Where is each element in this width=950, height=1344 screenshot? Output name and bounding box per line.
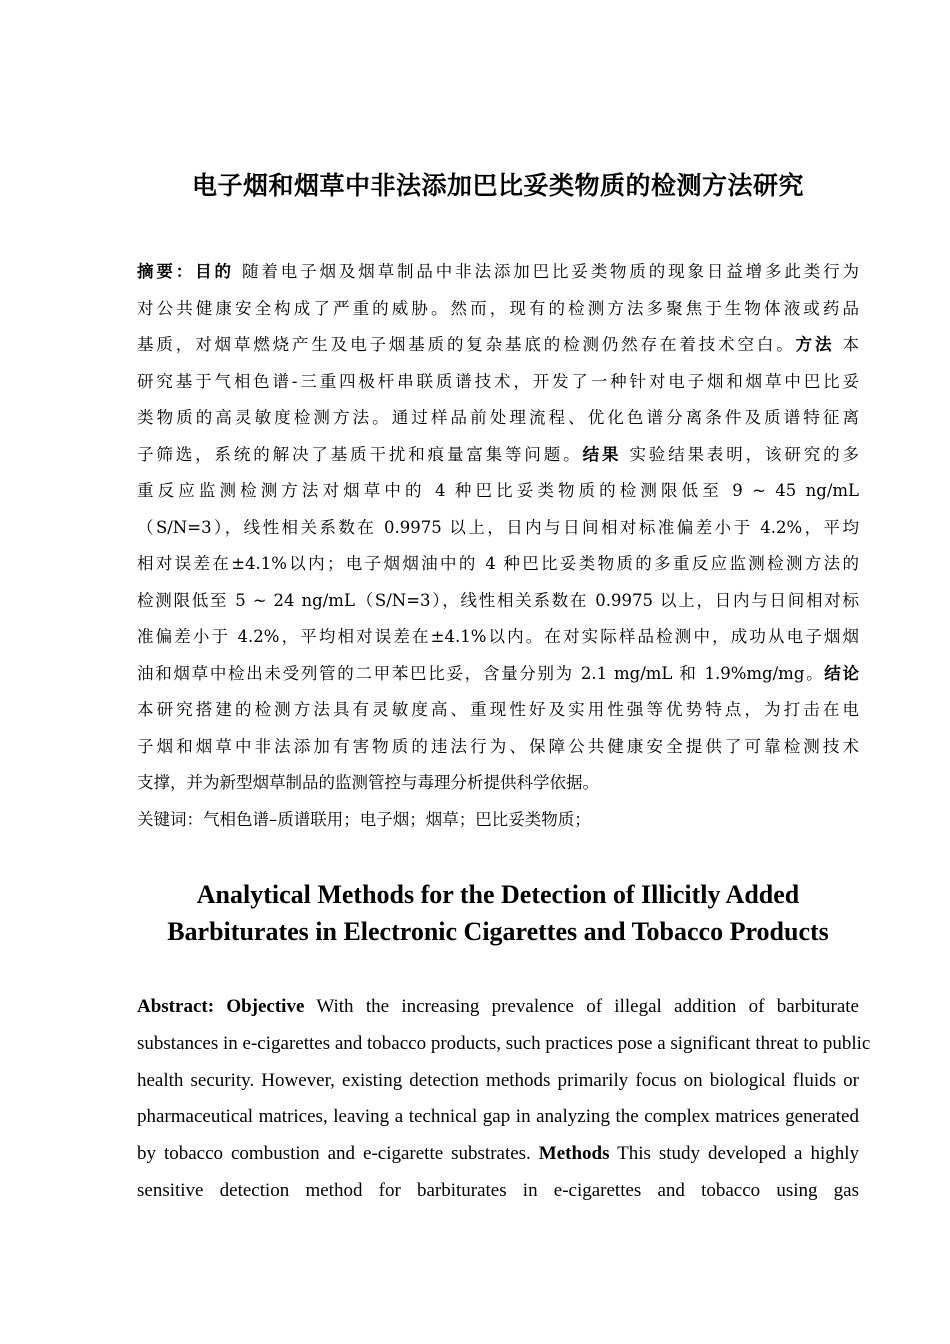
methods-en-label: Methods xyxy=(538,1143,610,1164)
abstract-cn-line-8: （S/N=3），线性相关系数在 0.9975 以上，日内与日间相对标准偏差小于 4.2%，平均 xyxy=(137,518,859,537)
abstract-cn-line-7: 重反应监测检测方法对烟草中的 4 种巴比妥类物质的检测限低至 9 ~ 45 ng/mL xyxy=(137,481,859,500)
abstract-cn-line-4: 研究基于气相色谱-三重四极杆串联质谱技术，开发了一种针对电子烟和烟草中巴比妥 xyxy=(137,372,859,391)
abstract-en-line-5: by tobacco combustion and e-cigarette substrates. Methods This study developed a highly xyxy=(137,1143,859,1164)
abstract-cn-line-10: 检测限低至 5 ~ 24 ng/mL（S/N=3），线性相关系数在 0.9975 以上，日内与日间相对标 xyxy=(137,591,859,610)
abstract-cn-line-11: 准偏差小于 4.2%，平均相对误差在±4.1%以内。在对实际样品检测中，成功从电子烟烟 xyxy=(137,627,859,646)
abstract-cn-line-5: 类物质的高灵敏度检测方法。通过样品前处理流程、优化色谱分离条件及质谱特征离 xyxy=(137,408,859,427)
methods-label: 方法 xyxy=(795,335,835,354)
abstract-cn-line-9: 相对误差在±4.1%以内；电子烟烟油中的 4 种巴比妥类物质的多重反应监测检测方法的 xyxy=(137,554,859,573)
chinese-title: 电子烟和烟草中非法添加巴比妥类物质的检测方法研究 xyxy=(191,171,804,200)
abstract-cn-line-14: 子烟和烟草中非法添加有害物质的违法行为、保障公共健康安全提供了可靠检测技术 xyxy=(137,737,859,756)
abstract-cn-line-15: 支撑，并为新型烟草制品的监测管控与毒理分析提供科学依据。 xyxy=(137,773,599,792)
abstract-cn-line-3: 基质，对烟草燃烧产生及电子烟基质的复杂基底的检测仍然存在着技术空白。方法 本 xyxy=(137,335,860,354)
abstract-en-line-4: pharmaceutical matrices, leaving a technical gap in analyzing the complex matrices generated xyxy=(137,1106,859,1127)
keywords-cn xyxy=(137,802,859,838)
abstract-en-line-3: health security. However, existing detection methods primarily focus on biological fluids or xyxy=(137,1070,859,1091)
results-label: 结果 xyxy=(582,445,622,464)
conclusion-label: 结论 xyxy=(824,664,859,683)
abstract-en-line-6: sensitive detection method for barbiturates in e-cigarettes and tobacco using gas xyxy=(137,1180,859,1201)
abstract-cn-line-1: 摘要：目的 随着电子烟及烟草制品中非法添加巴比妥类物质的现象日益增多此类行为 xyxy=(137,262,860,281)
abstract-en-label: Abstract: xyxy=(137,996,215,1017)
abstract-cn-line-6: 子筛选，系统的解决了基质干扰和痕量富集等问题。结果 实验结果表明，该研究的多 xyxy=(137,445,860,464)
english-title-line-2: Barbiturates in Electronic Cigarettes and Tobacco Products xyxy=(167,917,829,946)
objective-en-label: Objective xyxy=(226,996,305,1017)
abstract-cn-label: 摘要： xyxy=(137,262,196,281)
keywords-cn-label: 关键词： xyxy=(137,810,203,829)
objective-label: 目的 xyxy=(195,262,234,281)
abstract-cn-line-13: 本研究搭建的检测方法具有灵敏度高、重现性好及实用性强等优势特点，为打击在电 xyxy=(137,700,859,719)
abstract-cn-line-12: 油和烟草中检出未受列管的二甲苯巴比妥，含量分别为 2.1 mg/mL 和 1.9%mg/mg。结论 xyxy=(137,664,859,683)
abstract-en-line-1: Abstract: Objective With the increasing prevalence of illegal addition of barbiturate xyxy=(137,996,859,1017)
english-title-line-1: Analytical Methods for the Detection of Illicitly Added xyxy=(196,880,800,909)
abstract-en-line-2: substances in e-cigarettes and tobacco products, such practices pose a significant threat to public xyxy=(137,1033,871,1054)
keywords-cn-text: 气相色谱–质谱联用；电子烟；烟草；巴比妥类物质； xyxy=(203,810,591,829)
abstract-cn-line-2: 对公共健康安全构成了严重的威胁。然而，现有的检测方法多聚焦于生物体液或药品 xyxy=(137,299,859,318)
